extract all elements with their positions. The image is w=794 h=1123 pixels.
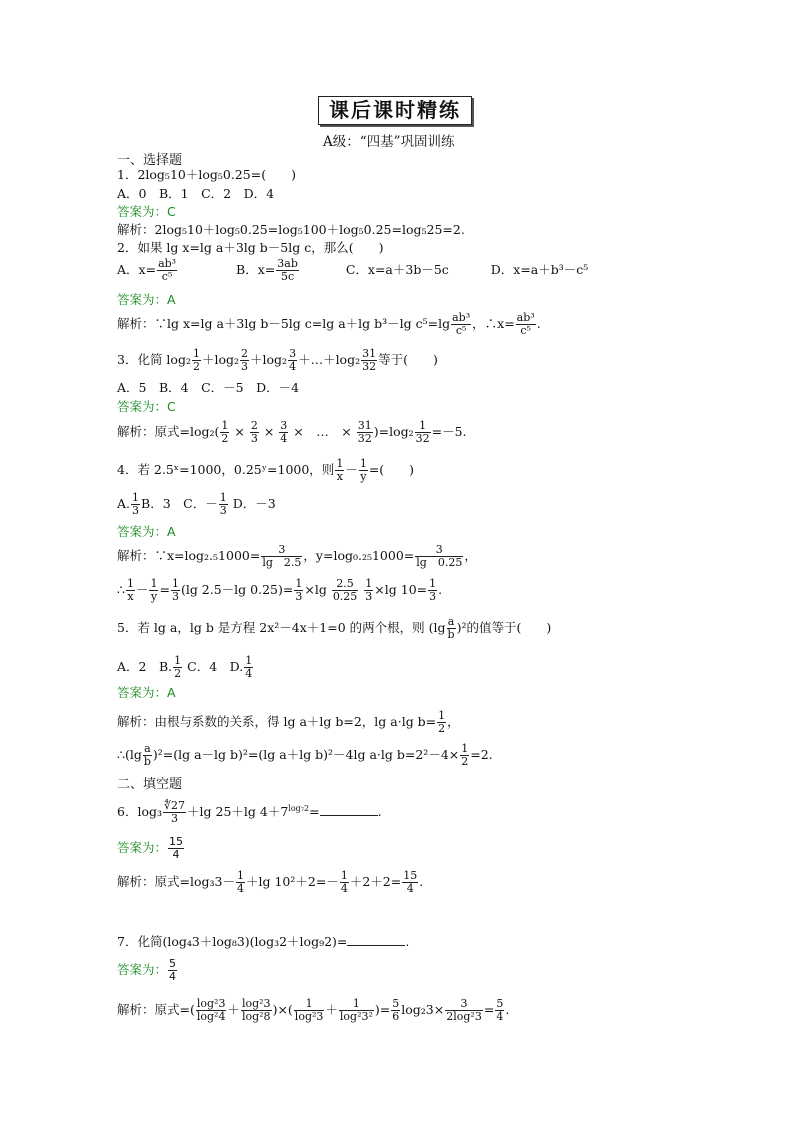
fraction: $\frac{1}{\text{log²3}}$	[294, 997, 324, 1023]
q2-answer: 答案为：A	[117, 292, 176, 307]
fraction: $\frac{∜27}{3}$	[164, 799, 186, 825]
fraction: $\frac{2}{3}$	[250, 419, 258, 445]
q4-analysis-1: 解析：∵x=log₂.₅1000= $\frac{3}{\lg 2.5}$ ，y=log₀.₂₅1000= $\frac{3}{\lg 0.25}$ ，	[117, 543, 477, 569]
fraction: $\frac{1}{2}$	[192, 347, 200, 373]
fraction: $\frac{1}{y}$	[359, 457, 367, 483]
q2-opt-b: B．x=	[236, 262, 276, 277]
fraction: $\frac{5}{4}$	[169, 957, 177, 983]
fraction: $\frac{1}{y}$	[150, 577, 158, 603]
fraction: $\frac{1}{2}$	[438, 709, 446, 735]
q5-analysis-1: 解析：由根与系数的关系，得 lg a＋lg b=2，lg a·lg b= $\frac{1}{2}$ ，	[117, 709, 460, 735]
q2-options	[117, 258, 588, 283]
fraction: $\frac{1}{4}$	[245, 654, 253, 680]
fraction: $\frac{1}{2}$	[461, 742, 469, 768]
q5-stem: 5．若 lg a，lg b 是方程 2x²－4x＋1=0 的两个根，则 (lg $\frac{a}{b}$ )²的值等于( )	[117, 615, 552, 641]
fraction: $\frac{3}{\lg 2.5}$	[262, 543, 302, 569]
answer-blank	[320, 805, 378, 816]
fraction: $\frac{1}{x}$	[126, 577, 134, 603]
fraction: $\frac{5}{6}$	[392, 997, 400, 1023]
q4-analysis-2: ∴ $\frac{1}{x}$ － $\frac{1}{y}$ = $\frac{1}{3}$ (lg 2.5－lg 0.25)= $\frac{1}{3}$ ×lg $\frac{2.5}{0.25}$ $\frac{1}{3}$ ×lg 10= $\frac{1}{3}$ .	[117, 577, 443, 603]
fraction: $\frac{1}{3}$	[295, 577, 303, 603]
fraction: $\frac{\text{log²3}}{\text{log²4}}$	[196, 997, 226, 1023]
fraction: $\frac{1}{2}$	[174, 654, 182, 680]
fraction: $\frac{1}{3}$	[429, 577, 437, 603]
subtitle: A级：“四基”巩固训练	[323, 134, 455, 150]
q2-opt-d: D．x=a＋b³－c⁵	[490, 262, 589, 277]
fraction: $\frac{3}{4}$	[280, 419, 288, 445]
fraction: $\frac{3}{\lg 0.25}$	[416, 543, 463, 569]
fraction: $\frac{1}{\text{log²3²}}$	[339, 997, 373, 1023]
q5-answer: 答案为：A	[117, 685, 176, 700]
fraction: $\frac{\text{log²3}}{\text{log²8}}$	[241, 997, 271, 1023]
fraction: $\frac{a}{b}$	[447, 615, 455, 641]
q1-answer: 答案为：C	[117, 204, 176, 219]
answer-blank	[347, 935, 405, 946]
fraction: $\frac{15}{4}$	[169, 835, 184, 861]
fraction: $\frac{3}{4}$	[289, 347, 297, 373]
section-fill: 二、填空题	[117, 777, 183, 792]
fraction: $\frac{1}{3}$	[132, 491, 140, 517]
fraction: $\frac{\text{ab³}}{\text{c⁵}}$	[516, 311, 535, 337]
fraction: $\frac{1}{32}$	[415, 419, 430, 445]
q6-stem: 6．log₃ $\frac{∜27}{3}$ ＋lg 25＋lg $4+7^{log_72}=$ .	[117, 799, 382, 825]
fraction: $\frac{1}{3}$	[365, 577, 373, 603]
q4-stem: 4．若 2.5ˣ=1000，0.25ʸ=1000，则 $\frac{1}{x}$ － $\frac{1}{y}$ =( )	[117, 457, 415, 483]
q1-options: A．0 B．1 C．2 D．4	[117, 186, 275, 201]
fraction: $\frac{1}{x}$	[336, 457, 344, 483]
q2-stem: 2．如果 lg x=lg a＋3lg b－5lg c，那么( )	[117, 240, 384, 255]
q6-analysis: 解析：原式=log₃3－ $\frac{1}{4}$ ＋lg 10²＋2=－ $\frac{1}{4}$ ＋2＋2= $\frac{15}{4}$ .	[117, 869, 424, 895]
q7-stem: 7．化简(log₄3＋log₈3)(log₃2＋log₉2)= .	[117, 934, 410, 949]
fraction: $\frac{1}{3}$	[171, 577, 179, 603]
fraction: $\frac{3ab}{5c}$	[277, 257, 298, 283]
fraction: $\frac{3}{\text{2log²3}}$	[446, 997, 482, 1023]
fraction: $\frac{a}{b}$	[143, 742, 151, 768]
fraction: $\frac{1}{2}$	[221, 419, 229, 445]
fraction: $\frac{5}{4}$	[496, 997, 504, 1023]
q4-options: A. $\frac{1}{3}$ B．3 C．－ $\frac{1}{3}$ D．－3	[117, 491, 276, 517]
q2-analysis: 解析：∵lg x=lg a＋3lg b－5lg c=lg a＋lg b³－lg c⁵=lg $\frac{\text{ab³}}{\text{c⁵}}$ ，∴x= $\frac{\text{ab³}}{\text{c⁵}}$ .	[117, 311, 541, 337]
q2-opt-c: C．x=a＋3b－5c	[345, 262, 449, 277]
q1-stem: 1．2log₅10＋log₅0.25=( )	[117, 167, 296, 182]
fraction: $\frac{\text{ab³}}{\text{c⁵}}$	[452, 311, 471, 337]
q5-analysis-2: ∴(lg $\frac{a}{b}$ )²=(lg a－lg b)²=(lg a＋lg b)²－4lg a·lg b=2²－4× $\frac{1}{2}$ =2.	[117, 742, 493, 768]
q4-answer: 答案为：A	[117, 524, 176, 539]
fraction: $\frac{31}{32}$	[357, 419, 372, 445]
section-choice: 一、选择题	[117, 153, 183, 168]
q7-answer: 答案为： $\frac{5}{4}$	[117, 957, 177, 983]
q3-options: A．5 B．4 C．－5 D．－4	[117, 380, 300, 395]
q6-answer: 答案为： $\frac{15}{4}$	[117, 835, 184, 861]
q3-analysis: 解析：原式=log₂( $\frac{1}{2}$ × $\frac{2}{3}$ × $\frac{3}{4}$ × … × $\frac{31}{32}$ )=log₂ $\frac{1}{32}$ =－5.	[117, 419, 467, 445]
fraction: $\frac{1}{4}$	[340, 869, 348, 895]
fraction: $\frac{2}{3}$	[241, 347, 249, 373]
fraction: $\frac{1}{3}$	[219, 491, 227, 517]
q7-analysis: 解析：原式=( $\frac{\text{log²3}}{\text{log²4}}$ ＋ $\frac{\text{log²3}}{\text{log²8}}$ )×( $\frac{1}{\text{log²3}}$ ＋ $\frac{1}{\text{log²3²}}$ )= $\frac{5}{6}$ log₂3× $\frac{3}{\text{2log²3}}$ = $\frac{5}{4}$ .	[117, 997, 510, 1023]
fraction: $\frac{\text{ab³}}{\text{c⁵}}$	[158, 257, 177, 283]
fraction: $\frac{31}{32}$	[362, 347, 377, 373]
q5-options: A．2 B. $\frac{1}{2}$ C．4 D. $\frac{1}{4}$	[117, 654, 253, 680]
fraction: $\frac{2.5}{0.25}$	[332, 577, 358, 603]
q3-stem: 3．化简 log₂ $\frac{1}{2}$ ＋log₂ $\frac{2}{3}$ ＋log₂ $\frac{3}{4}$ ＋…＋log₂ $\frac{31}{32}$ 等于( )	[117, 347, 438, 373]
page-title: 课后课时精练	[318, 96, 472, 125]
q1-analysis: 解析：2log₅10＋log₅0.25=log₅100＋log₅0.25=log₅25=2.	[117, 222, 465, 237]
q2-opt-a: A．x=	[117, 262, 157, 277]
fraction: $\frac{15}{4}$	[403, 869, 418, 895]
q3-answer: 答案为：C	[117, 399, 176, 414]
fraction: $\frac{1}{4}$	[236, 869, 244, 895]
